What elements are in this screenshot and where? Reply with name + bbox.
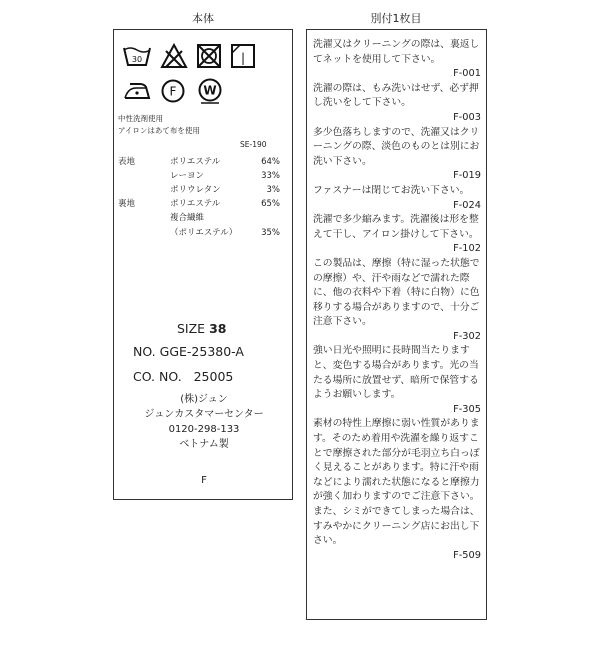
country-of-origin: ベトナム製 [179,439,229,450]
composition-percent: 33% [261,171,280,181]
composition-section: 表地 [118,157,136,167]
customer-center: ジュンカスタマーセンター [144,409,264,420]
composition-material: ポリウレタン [170,185,221,195]
instruction-text: 洗濯の際は、もみ洗いはせず、必ず押し洗いをして下さい。 [313,82,479,109]
color-number: CO. NO. 25005 [133,369,234,384]
instruction-code: F-001 [453,68,481,80]
attachment-panel [306,29,487,620]
wet-clean-w-icon [196,77,224,105]
note-iron-cloth: アイロンはあて布を使用 [118,126,200,135]
size-line [177,321,226,337]
caption-main-body: 本体 [192,12,214,25]
instruction-text: この製品は、摩擦（特に湿った状態での摩擦）や、汗や雨などで濡れた際に、他の衣料や下着（特に白物）に色移りする場合がありますので、十分ご注意下さい。 [313,257,480,328]
line-dry-label: | [240,51,246,65]
instruction-text: ファスナーは閉じてお洗い下さい。 [313,184,470,196]
no-tumble-dry-icon [196,43,222,69]
company-name: (株)ジュン [180,394,228,405]
note-neutral-detergent: 中性洗剤使用 [118,114,163,123]
dry-clean-letter: F [169,84,177,99]
product-number: NO. GGE-25380-A [133,344,244,359]
size-label: SIZE [177,321,206,336]
instruction-text: 素材の特性上摩擦に弱い性質があります。そのため着用や洗濯を繰り返すことで摩擦された部分が毛羽立ち白っぽく見えることがあります。特に汗や雨などにより濡れた状態になると摩擦力が強く加わりますのでご注意下さい。また、シミができてしまった場合は、すみやかにクリーニング店にお出し下さい。 [313,418,480,547]
size-value: 38 [209,321,227,336]
composition-section: 裏地 [118,199,136,209]
instruction-code: F-302 [453,330,481,342]
dry-clean-f-icon [160,78,186,104]
se-code: SE-190 [240,140,267,149]
wash-temp-label: 30 [131,55,143,64]
instruction-text: 洗濯又はクリーニングの際は、裏返してネットを使用して下さい。 [313,39,480,65]
instruction-code: F-003 [453,111,481,123]
instruction-text: 強い日光や照明に長時間当たりますと、変色する場合があります。光の当たる場所に放置せず、暗所で保管するようお願いします。 [313,345,479,401]
composition-percent: 65% [261,199,280,209]
wet-clean-letter: W [203,83,217,98]
instruction-code: F-024 [453,199,481,211]
instruction-text: 洗濯で多少縮みます。洗濯後は形を整えて干し、アイロン掛けして下さい。 [313,214,479,240]
composition-material: レーヨン [170,171,205,181]
composition-material: 複合繊維 [170,213,205,223]
instruction-code: F-305 [453,403,481,415]
wash-30-icon [122,44,152,68]
line-dry-icon [230,43,256,69]
composition-material: ポリエステル [170,157,221,167]
instruction-text: 多少色落ちしますので、洗濯又はクリーニングの際、淡色のものとは別にお洗い下さい。 [313,126,480,167]
composition-percent: 35% [261,228,280,238]
care-instructions [313,38,481,563]
instruction-code: F-019 [453,170,481,182]
composition-percent: 64% [261,157,280,167]
iron-low-icon [122,80,152,102]
phone-number: 0120-298-133 [168,424,240,435]
instruction-code: F-509 [453,549,481,561]
instruction-code: F-102 [453,243,481,255]
main-tag-panel [113,29,293,500]
composition-percent: 3% [266,185,280,195]
bottom-letter: F [201,475,207,486]
composition-material: （ポリエステル） [170,228,238,238]
no-bleach-icon [160,43,188,69]
composition-material: ポリエステル [170,199,221,209]
caption-attachment: 別付1枚目 [370,12,422,25]
